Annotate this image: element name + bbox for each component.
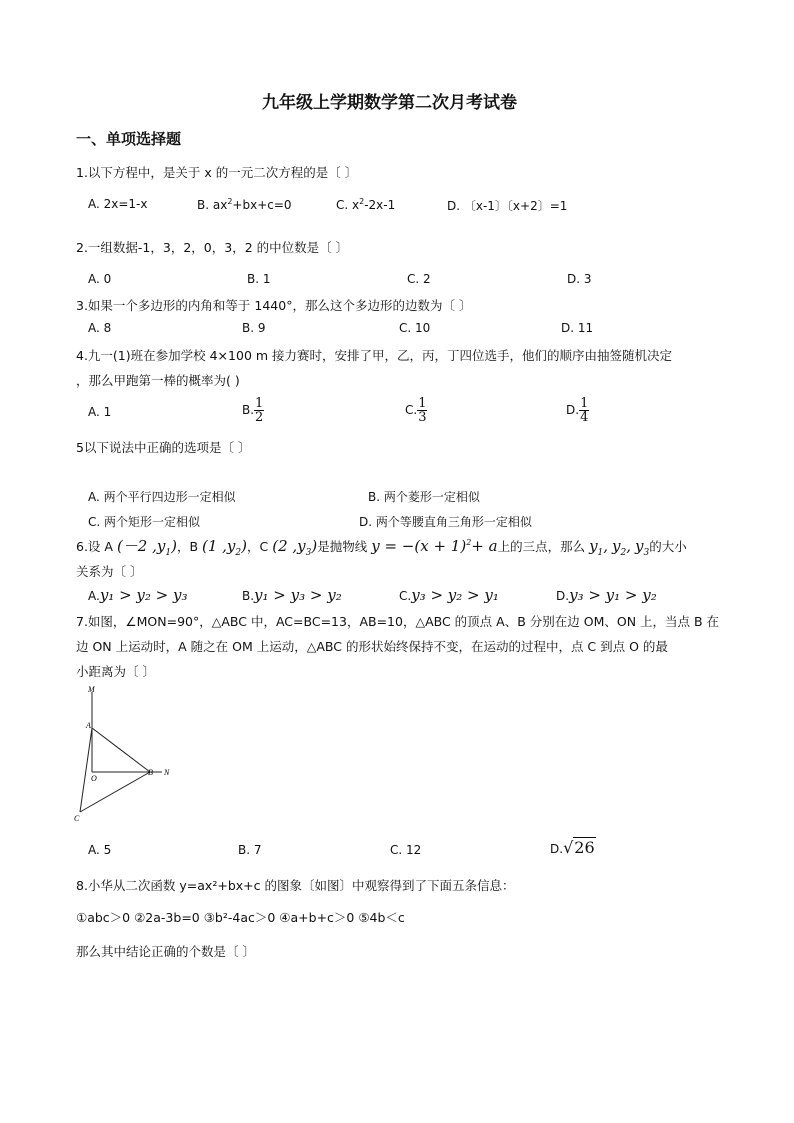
q2-option-a[interactable]: A. 0	[88, 272, 112, 286]
q5-option-d[interactable]: D. 两个等腰直角三角形一定相似	[359, 515, 532, 529]
point-b-sub: 2	[235, 548, 242, 558]
label-m: M	[88, 685, 95, 694]
y3-sub: 3	[643, 548, 650, 558]
q6-c-label: C.	[399, 589, 412, 603]
q6-text-1: 6.设 A	[76, 539, 113, 554]
label-a: A	[86, 721, 91, 730]
q4-d-den: 4	[580, 410, 589, 425]
q6-text-2: ，B	[176, 539, 199, 554]
question-8-stem-line3: 那么其中结论正确的个数是〔 〕	[76, 944, 255, 959]
geometry-figure	[70, 684, 180, 824]
parabola-equation	[371, 537, 497, 555]
q4-option-a[interactable]: A. 1	[88, 405, 112, 419]
q1-option-b[interactable]	[197, 197, 292, 212]
label-o: O	[91, 774, 97, 783]
y2-y: y	[612, 537, 621, 555]
q3-option-d[interactable]: D. 11	[561, 321, 594, 335]
label-c: C	[74, 814, 80, 823]
q6-text-3: ，C	[247, 539, 269, 554]
q3-option-a[interactable]: A. 8	[88, 321, 112, 335]
q6-d-expr: y₃ > y₁ > y₂	[569, 586, 657, 604]
q7-option-d[interactable]	[550, 838, 596, 857]
question-7-stem-line3: 小距离为〔 〕	[76, 664, 155, 679]
section-heading: 一、单项选择题	[76, 130, 182, 148]
point-c-sub: 3	[305, 548, 312, 558]
question-6-stem-line1	[76, 535, 687, 558]
q6-text-5: 上的三点，那么	[497, 539, 586, 554]
question-2-stem: 2.一组数据-1，3，2，0，3，2 的中位数是〔 〕	[76, 240, 349, 255]
question-1-stem: 1.以下方程中，是关于 x 的一元二次方程的是〔 〕	[76, 165, 358, 180]
q1-option-a[interactable]: A. 2x=1-x	[88, 197, 148, 211]
y2-symbol: $y_2$,	[612, 537, 632, 558]
q6-b-label: B.	[242, 589, 255, 603]
q4-option-d[interactable]	[566, 397, 589, 424]
q6-option-d[interactable]	[556, 586, 657, 604]
q5-option-a[interactable]: A. 两个平行四边形一定相似	[88, 490, 236, 504]
sqrt-radicand: 26	[574, 838, 595, 857]
fraction-1-2	[254, 397, 264, 424]
parabola-main: y = −(x + 1)	[371, 537, 467, 555]
question-7-stem-line1: 7.如图，∠MON=90°，△ABC 中，AC=BC=13，AB=10，△ABC 的顶点 A、B 分别在边 OM、ON 上，当点 B 在	[76, 614, 720, 629]
segment-ab	[92, 728, 150, 772]
parabola-tail: + a	[471, 537, 498, 555]
question-8-stem-line1: 8.小华从二次函数 y=ax²+bx+c 的图象〔如图〕中观察得到了下面五条信息：	[76, 878, 515, 893]
point-b-text: (1 ,y	[202, 537, 236, 555]
q6-option-c[interactable]	[399, 586, 499, 604]
y1-y: y	[589, 537, 598, 555]
q3-option-c[interactable]: C. 10	[399, 321, 431, 335]
q6-option-b[interactable]	[242, 586, 342, 604]
q5-option-b[interactable]: B. 两个菱形一定相似	[368, 490, 480, 504]
question-7-stem-line2: 边 ON 上运动时，A 随之在 OM 上运动，△ABC 的形状始终保持不变，在运动的过程中，点 C 到点 O 的最	[76, 639, 668, 654]
q2-option-c[interactable]: C. 2	[407, 272, 431, 286]
q7-option-c[interactable]: C. 12	[390, 843, 422, 857]
q4-option-c[interactable]	[405, 397, 427, 424]
q4-d-num: 1	[580, 396, 589, 411]
q2-option-d[interactable]: D. 3	[567, 272, 592, 286]
q4-option-b[interactable]	[242, 397, 264, 424]
q1-c-pre: C. x	[336, 198, 360, 212]
label-b: B	[148, 768, 153, 777]
q1-b-pre: B. ax	[197, 198, 228, 212]
question-4-stem-line2: ，那么甲跑第一棒的概率为( )	[76, 373, 240, 388]
q7-option-a[interactable]: A. 5	[88, 843, 112, 857]
y3-y: y	[635, 537, 644, 555]
point-a: (－2 $,y_1$)	[116, 537, 177, 558]
q7-option-b[interactable]: B. 7	[238, 843, 262, 857]
label-n: N	[164, 768, 170, 777]
q6-c-expr: y₃ > y₂ > y₁	[411, 586, 499, 604]
q6-text-6: 的大小	[649, 539, 687, 554]
q6-d-label: D.	[556, 589, 570, 603]
fraction-1-3	[417, 397, 427, 424]
segment-ac	[80, 728, 92, 812]
q4-c-num: 1	[418, 396, 427, 411]
q4-b-num: 1	[255, 396, 264, 411]
q6-a-expr: y₁ > y₂ > y₃	[99, 586, 188, 604]
q4-c-den: 3	[418, 410, 427, 425]
q4-b-den: 2	[255, 410, 264, 425]
exam-title: 九年级上学期数学第二次月考试卷	[262, 93, 517, 113]
q6-text-4: 是抛物线	[317, 539, 368, 554]
q1-b-post: +bx+c=0	[232, 198, 292, 212]
question-4-stem-line1: 4.九一(1)班在参加学校 4×100 m 接力赛时，安排了甲，乙，丙，丁四位选手，他们的顺序由抽签随机决定	[76, 348, 673, 363]
q2-option-b[interactable]: B. 1	[247, 272, 271, 286]
sqrt-26: √26	[563, 838, 595, 857]
q1-c-sup: 2	[359, 197, 365, 206]
point-a-text: (－2 ,y	[116, 537, 166, 555]
point-c-text: (2 ,y	[272, 537, 306, 555]
q6-a-label: A.	[88, 589, 100, 603]
q4-d-label: D.	[566, 403, 580, 417]
question-3-stem: 3.如果一个多边形的内角和等于 1440°，那么这个多边形的边数为〔 〕	[76, 298, 472, 313]
y3-symbol	[635, 537, 650, 558]
q4-c-label: C.	[405, 403, 418, 417]
parabola-sup: 2	[466, 538, 472, 547]
q4-b-label: B.	[242, 403, 255, 417]
question-8-conditions: ①abc＞0 ②2a-3b=0 ③b²-4ac＞0 ④a+b+c＞0 ⑤4b＜c	[76, 910, 405, 925]
point-a-sub: 1	[165, 548, 172, 558]
y1-sub: 1	[597, 548, 604, 558]
q1-option-c[interactable]	[336, 197, 395, 212]
q6-b-expr: y₁ > y₃ > y₂	[254, 586, 342, 604]
q1-c-post: -2x-1	[364, 198, 396, 212]
y1-symbol: $y_1$,	[589, 537, 609, 558]
q6-option-a[interactable]	[88, 586, 187, 604]
q7-d-label: D.	[550, 842, 564, 856]
q3-option-b[interactable]: B. 9	[242, 321, 266, 335]
q1-b-sup: 2	[227, 197, 233, 206]
y2-sub: 2	[620, 548, 627, 558]
question-6-stem-line2: 关系为〔 〕	[76, 564, 143, 579]
question-5-stem: 5以下说法中正确的选项是〔 〕	[76, 440, 251, 455]
fraction-1-4	[579, 397, 589, 424]
point-b: (1 $,y_2$)	[202, 537, 247, 558]
q1-option-d[interactable]: D. 〔x-1〕〔x+2〕=1	[447, 199, 568, 213]
point-c: (2 $,y_3$)	[272, 537, 318, 558]
q5-option-c[interactable]: C. 两个矩形一定相似	[88, 515, 201, 529]
